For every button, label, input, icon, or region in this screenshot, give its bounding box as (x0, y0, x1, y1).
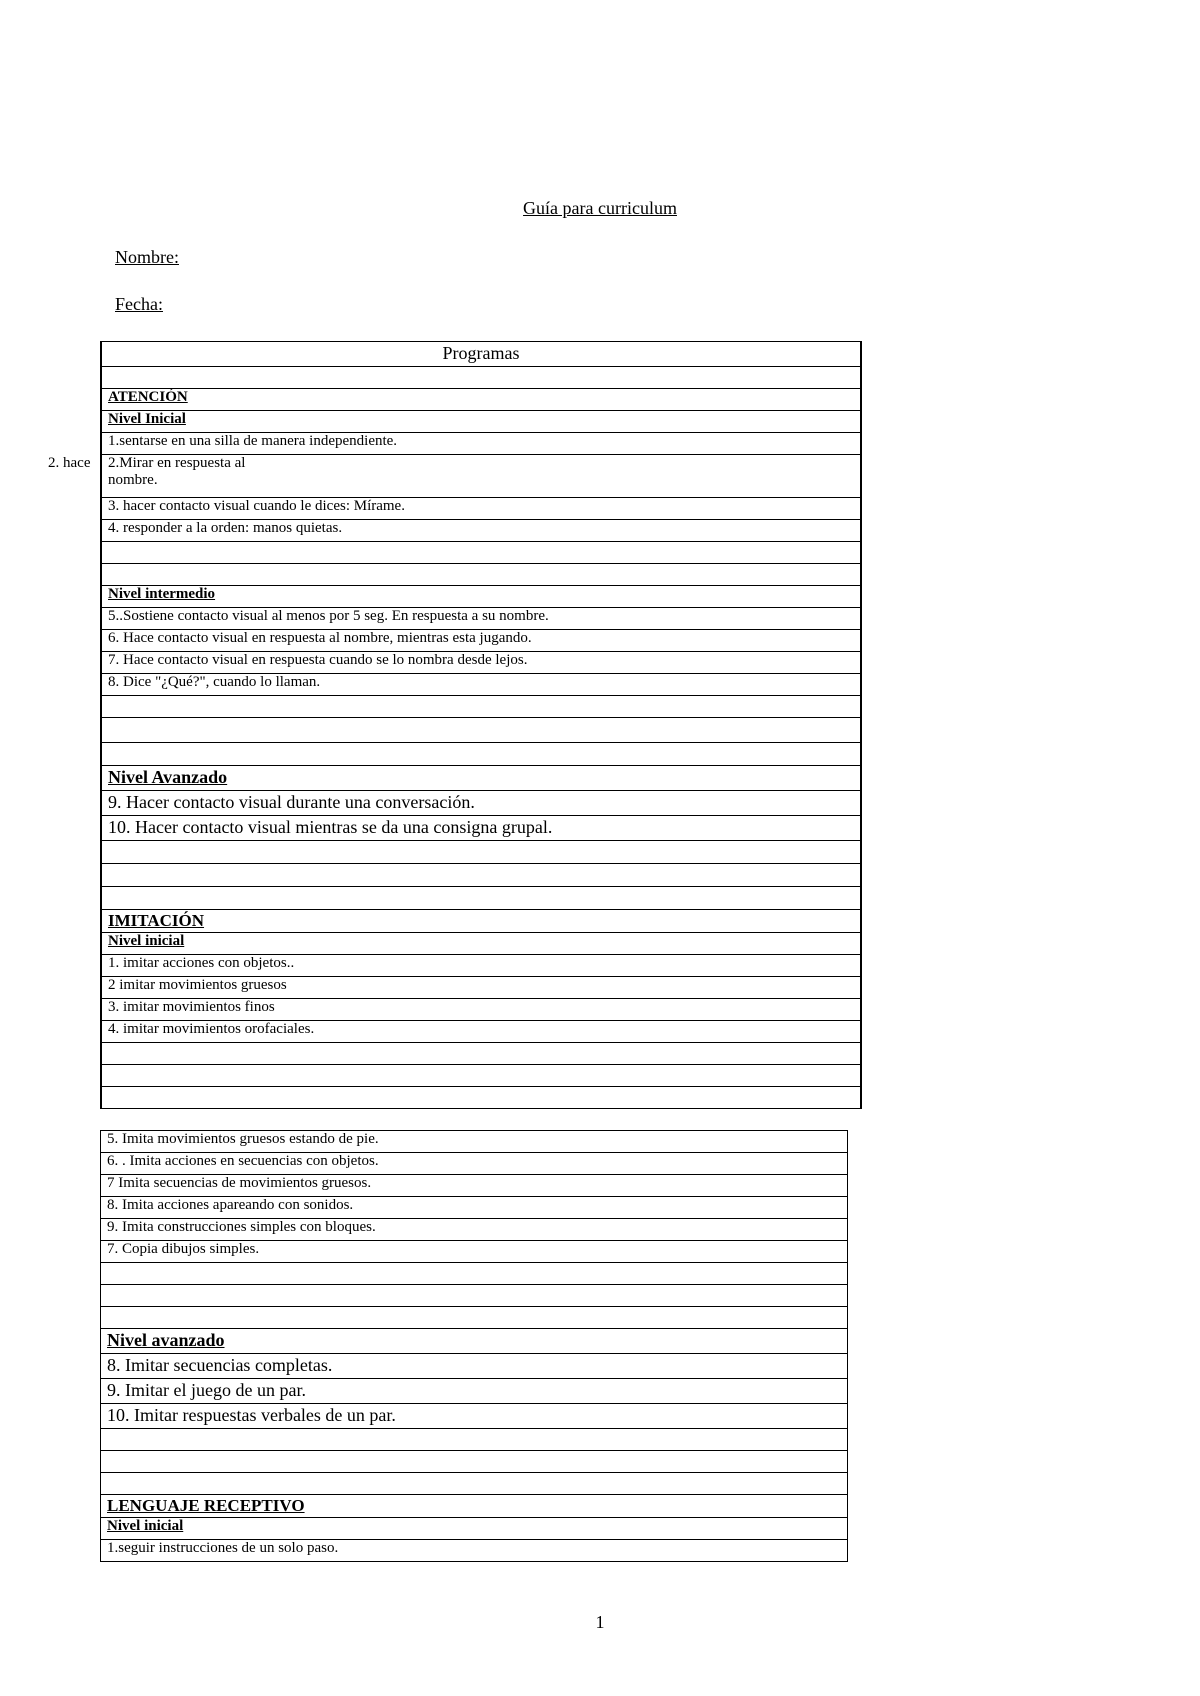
table-row: 1. imitar acciones con objetos.. (101, 955, 861, 977)
table-row: 7. Hace contacto visual en respuesta cuando se lo nombra desde lejos. (101, 652, 861, 674)
table-row: 1.sentarse en una silla de manera independiente. (101, 433, 861, 455)
table-row: 1.seguir instrucciones de un solo paso. (101, 1540, 848, 1562)
table-row: 9. Imita construcciones simples con bloques. (101, 1219, 848, 1241)
document-title: Guía para curriculum (523, 198, 677, 218)
table-row (101, 887, 861, 910)
table-row: 4. responder a la orden: manos quietas. (101, 520, 861, 542)
table-row (101, 1285, 848, 1307)
table-row: 9. Hacer contacto visual durante una conversación. (101, 791, 861, 816)
table-row (101, 367, 861, 389)
table-row (101, 542, 861, 564)
table-row (101, 1307, 848, 1329)
table-row: 2 imitar movimientos gruesos (101, 977, 861, 999)
table-row: 5..Sostiene contacto visual al menos por 5 seg. En respuesta a su nombre. (101, 608, 861, 630)
table-row: 2.Mirar en respuesta al nombre. (101, 455, 861, 498)
table-row: 6. . Imita acciones en secuencias con objetos. (101, 1153, 848, 1175)
table-row: 3. hacer contacto visual cuando le dices: Mírame. (101, 498, 861, 520)
table-row (101, 696, 861, 718)
table-row: 6. Hace contacto visual en respuesta al nombre, mientras esta jugando. (101, 630, 861, 652)
table-row: 8. Dice "¿Qué?", cuando lo llaman. (101, 674, 861, 696)
table-row (101, 1429, 848, 1451)
table-row: 9. Imitar el juego de un par. (101, 1379, 848, 1404)
table-row (101, 1087, 861, 1109)
programs-table-1 (100, 341, 862, 1109)
table-row: 7. Copia dibujos simples. (101, 1241, 848, 1263)
table-header: Programas (101, 342, 861, 367)
table-row: 4. imitar movimientos orofaciales. (101, 1021, 861, 1043)
margin-note: 2. hace (48, 455, 91, 471)
table-row: 8. Imita acciones apareando con sonidos. (101, 1197, 848, 1219)
table-row (101, 1043, 861, 1065)
table-row (101, 1473, 848, 1495)
table-row: 8. Imitar secuencias completas. (101, 1354, 848, 1379)
section-heading: IMITACIÓN (101, 910, 861, 933)
level-heading: Nivel Inicial (101, 411, 861, 433)
table-row (101, 564, 861, 586)
table-row (101, 1263, 848, 1285)
nombre-label: Nombre: (115, 247, 179, 267)
level-heading: Nivel avanzado (101, 1329, 848, 1354)
level-heading: Nivel Avanzado (101, 766, 861, 791)
table-row (101, 718, 861, 743)
table-row: 10. Imitar respuestas verbales de un par. (101, 1404, 848, 1429)
table-row (101, 1065, 861, 1087)
section-heading: LENGUAJE RECEPTIVO (101, 1495, 848, 1518)
page-number: 1 (595, 1612, 605, 1632)
level-heading: Nivel inicial (101, 933, 861, 955)
table-row (101, 841, 861, 864)
level-heading: Nivel intermedio (101, 586, 861, 608)
fecha-label: Fecha: (115, 294, 163, 314)
section-heading: ATENCIÓN (101, 389, 861, 411)
table-row (101, 743, 861, 766)
table-row (101, 864, 861, 887)
table-row: 3. imitar movimientos finos (101, 999, 861, 1021)
table-row: 5. Imita movimientos gruesos estando de pie. (101, 1131, 848, 1153)
table-row: 7 Imita secuencias de movimientos gruesos. (101, 1175, 848, 1197)
table-row (101, 1451, 848, 1473)
level-heading: Nivel inicial (101, 1518, 848, 1540)
programs-table-2 (100, 1130, 848, 1562)
table-row: 10. Hacer contacto visual mientras se da una consigna grupal. (101, 816, 861, 841)
